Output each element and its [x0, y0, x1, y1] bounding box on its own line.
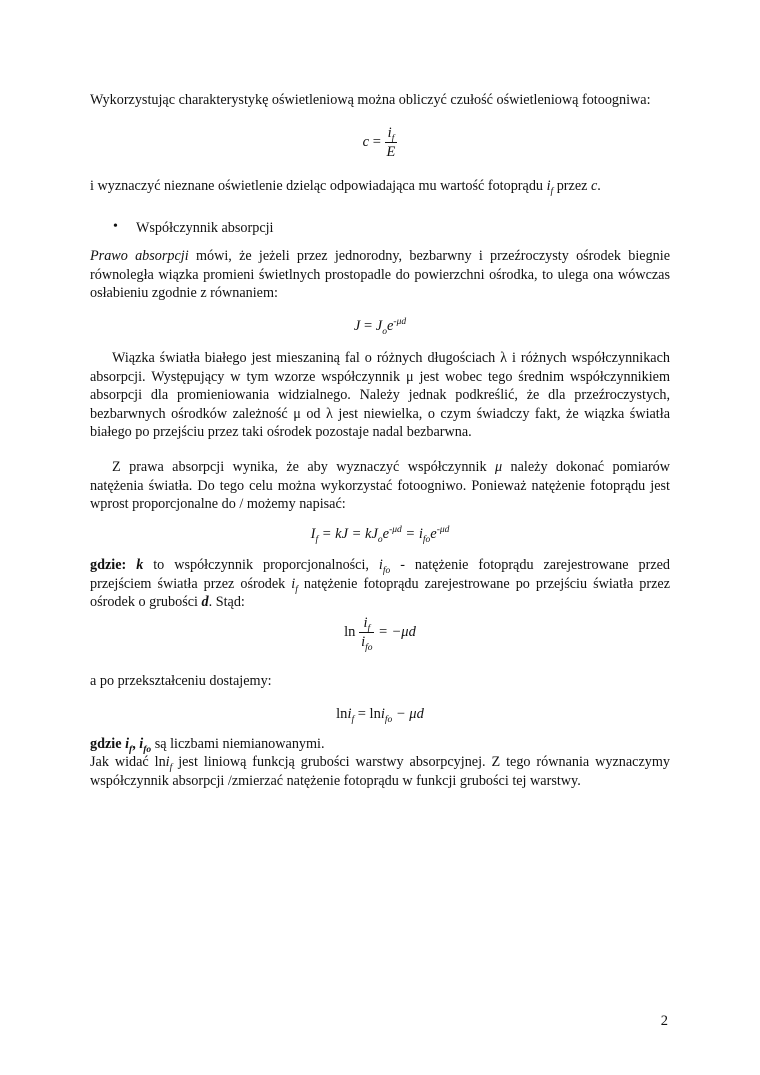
bullet-icon: • — [113, 219, 118, 234]
paragraph-absorption-law: Prawo absorpcji mówi, że jeżeli przez jednorodny, bezbarwny i przeźroczysty ośrodek biegnie równoległa wiązka promieni świetlnych prostopadle do powierzchni ośrodka, to ulega ona wówczas osłabieniu zgodnie z równaniem: — [90, 248, 671, 301]
paragraph-transform: a po przekształceniu dostajemy: — [90, 673, 272, 689]
paragraph-conclusion: Jak widać lni$_f$ jest liniową funkcją grubości warstwy absorpcyjnej. Z tego równania wyznaczymy współczynnik absorpcji /zmierzać natężenie fotoprądu w funkcji grubości tej warstwy. — [90, 754, 670, 789]
paragraph-white-light: Wiązka światła białego jest mieszaniną fal o różnych długościach λ i różnych współczynnikach absorpcji. Występujący w tym wzorze współczynnik μ jest wobec tego średnim współczynnikiem absorpcji dla promieniowania widzialnego. Należy jednak podkreślić, że dla przeźroczystych, bezbarwnych ośrodków zależność μ od λ jest niewielka, o czym świadczy fakt, że wiązka światła białego po przejściu przez taki ośrodek pozostaje nadal bezbarwna. — [90, 350, 670, 440]
equation-absorption-law: $J = J_oe^{-\mu d}$ — [353, 317, 407, 337]
fraction: $\frac{i_f}{i_{fo}}$ — [361, 615, 373, 653]
paragraph-illuminance: i wyznaczyć nieznane oświetlenie dzieląc odpowiadająca mu wartość fotoprądu $i_f$ przez c. — [90, 178, 601, 197]
paragraph-measurement: Z prawa absorpcji wynika, że aby wyznaczyć współczynnik μ należy dokonać pomiarów natężenia światła. Do tego celu można wykorzystać fotoogniwo. Ponieważ natężenie fotoprądu jest wprost proporcjonalne do / możemy napisać: — [90, 459, 671, 512]
paragraph-definitions: gdzie: k to współczynnik proporcjonalności, $i_{fo}$ - natężenie fotoprądu zarejestrowane przed przejściem światła przez ośrodek $i_f$ natężenie fotoprądu zarejestrowane po przejściu światła przez ośrodek o grubości d. Stąd: — [90, 557, 671, 610]
equation-sensitivity: c = $\frac{i_f}{E}$ — [362, 125, 396, 160]
paragraph-intro: Wykorzystując charakterystykę oświetleniową można obliczyć czułość oświetleniową fotoogniwa: — [90, 92, 651, 108]
equation-linear-log: lni$_f$ = lni$_{fo}$ − μd — [336, 706, 424, 725]
fraction: $\frac{i_f}{E}$ — [386, 125, 396, 160]
equation-log-ratio: ln $\frac{i_f}{i_{fo}}$ = −μd — [344, 615, 416, 653]
section-heading-absorption: Współczynnik absorpcji — [136, 220, 274, 236]
page-number: 2 — [660, 1013, 668, 1029]
equation-photocurrent: $I_f$ = kJ = $kJ_oe^{-\mu d} = i_{fo}e^{-\mu d}$ — [310, 525, 450, 545]
paragraph-dimensionless: gdzie $i_f$, $i_{fo}$ są liczbami niemianowanymi. — [90, 736, 325, 755]
